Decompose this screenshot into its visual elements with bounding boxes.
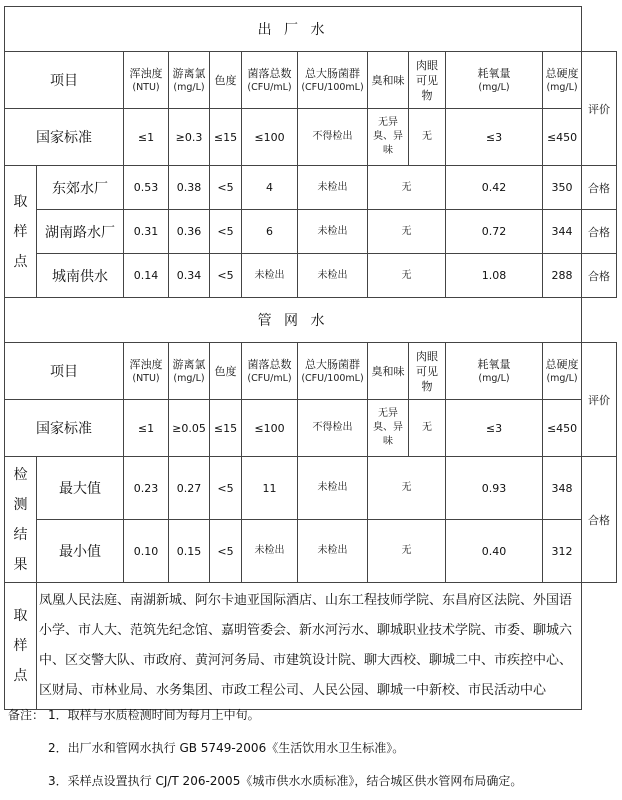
standard-value: ≤1 [124, 400, 169, 457]
cell-value: 1.08 [446, 254, 543, 298]
col-header: 肉眼可见物 [409, 343, 446, 400]
eval-header: 评价 [582, 52, 617, 166]
cell-value: 288 [543, 254, 582, 298]
standard-value: ≤3 [446, 109, 543, 166]
col-header: 总大肠菌群 (CFU/100mL) [298, 52, 368, 109]
cell-value: 344 [543, 210, 582, 254]
table-row [5, 520, 617, 583]
cell-value: 11 [242, 457, 298, 520]
standard-value: 无 [409, 400, 446, 457]
cell-value: 0.36 [169, 210, 210, 254]
cell-value: <5 [210, 457, 242, 520]
notes-prefix: 备注： [8, 708, 45, 722]
network-section-title: 管 网 水 [5, 298, 582, 343]
col-header: 菌落总数 (CFU/mL) [242, 52, 298, 109]
col-header: 耗氧量 (mg/L) [446, 52, 543, 109]
cell-value: 无 [368, 210, 446, 254]
eval-header: 评价 [582, 343, 617, 457]
factory-section-title: 出 厂 水 [5, 7, 582, 52]
sampling-sites-side-label: 取 样 点 [5, 583, 37, 710]
cell-value: 未检出 [298, 210, 368, 254]
eval-value: 合格 [582, 457, 617, 583]
col-header: 游离氯 (mg/L) [169, 343, 210, 400]
cell-value: 4 [242, 166, 298, 210]
cell-value: 0.27 [169, 457, 210, 520]
detection-result-side-label: 检 测 结 果 [5, 457, 37, 583]
cell-value: 0.93 [446, 457, 543, 520]
item-header: 项目 [5, 343, 124, 400]
table-row [5, 457, 617, 520]
cell-value: 未检出 [298, 166, 368, 210]
cell-value: 348 [543, 457, 582, 520]
col-header: 菌落总数 (CFU/mL) [242, 343, 298, 400]
factory-header-row [5, 52, 617, 109]
row-name: 城南供水 [37, 254, 124, 298]
cell-value: 6 [242, 210, 298, 254]
col-header: 总硬度 (mg/L) [543, 52, 582, 109]
standard-value: ≤450 [543, 109, 582, 166]
col-header: 总硬度 (mg/L) [543, 343, 582, 400]
cell-value: 无 [368, 254, 446, 298]
eval-value: 合格 [582, 166, 617, 210]
cell-value: 0.53 [124, 166, 169, 210]
row-name: 最小值 [37, 520, 124, 583]
table-row [5, 254, 617, 298]
standard-value: 无 [409, 109, 446, 166]
col-header: 色度 [210, 343, 242, 400]
row-name: 湖南路水厂 [37, 210, 124, 254]
cell-value: 无 [368, 457, 446, 520]
row-name: 东郊水厂 [37, 166, 124, 210]
standard-label: 国家标准 [5, 109, 124, 166]
standard-value: 无异臭、异味 [368, 109, 409, 166]
sampling-sites-list: 凤凰人民法庭、南湖新城、阿尔卡迪亚国际酒店、山东工程技师学院、东昌府区法院、外国语小学、市人大、范筑先纪念馆、嘉明管委会、新水河污水、聊城职业技术学院、市委、聊城六中、区交警大队、市政府、黄河河务局、市建筑设计院、聊大西校、聊城二中、市疾控中心、区财局、市林业局、水务集团、市政工程公司、人民公园、聊城一中新校、市民活动中心 [37, 583, 582, 710]
cell-value: <5 [210, 210, 242, 254]
cell-value: 无 [368, 166, 446, 210]
col-header: 游离氯 (mg/L) [169, 52, 210, 109]
col-header: 浑浊度 (NTU) [124, 343, 169, 400]
standard-value: ≤100 [242, 400, 298, 457]
cell-value: 0.14 [124, 254, 169, 298]
note-item: 3．采样点设置执行 CJ/T 206-2005《城市供水水质标准》，结合城区供水管网布局确定。 [48, 774, 523, 788]
network-header-row [5, 343, 617, 400]
cell-value: 未检出 [298, 254, 368, 298]
table-row [5, 210, 617, 254]
eval-value: 合格 [582, 254, 617, 298]
standard-value: ≤450 [543, 400, 582, 457]
cell-value: <5 [210, 166, 242, 210]
col-header: 肉眼可见物 [409, 52, 446, 109]
standard-value: ≤3 [446, 400, 543, 457]
col-header: 色度 [210, 52, 242, 109]
row-name: 最大值 [37, 457, 124, 520]
col-header: 臭和味 [368, 343, 409, 400]
cell-value: <5 [210, 254, 242, 298]
sampling-point-side-label: 取 样 点 [5, 166, 37, 298]
note-item: 2．出厂水和管网水执行 GB 5749-2006《生活饮用水卫生标准》。 [48, 741, 405, 755]
col-header: 总大肠菌群 (CFU/100mL) [298, 343, 368, 400]
standard-value: ≤15 [210, 400, 242, 457]
water-quality-table [4, 6, 617, 710]
item-header: 项目 [5, 52, 124, 109]
cell-value: 0.38 [169, 166, 210, 210]
cell-value: 未检出 [298, 457, 368, 520]
cell-value: 0.31 [124, 210, 169, 254]
standard-value: 不得检出 [298, 109, 368, 166]
cell-value: 350 [543, 166, 582, 210]
standard-value: ≤15 [210, 109, 242, 166]
cell-value: 0.10 [124, 520, 169, 583]
standard-value: 无异臭、异味 [368, 400, 409, 457]
network-standard-row [5, 400, 617, 457]
sampling-sites-row [5, 583, 617, 710]
col-header: 浑浊度 (NTU) [124, 52, 169, 109]
standard-value: ≥0.05 [169, 400, 210, 457]
eval-value: 合格 [582, 210, 617, 254]
standard-value: ≤100 [242, 109, 298, 166]
cell-value: 0.23 [124, 457, 169, 520]
cell-value: 0.42 [446, 166, 543, 210]
standard-value: 不得检出 [298, 400, 368, 457]
cell-value: 312 [543, 520, 582, 583]
cell-value: 未检出 [242, 520, 298, 583]
cell-value: 0.72 [446, 210, 543, 254]
standard-value: ≥0.3 [169, 109, 210, 166]
table-row [5, 166, 617, 210]
cell-value: 未检出 [298, 520, 368, 583]
cell-value: 0.34 [169, 254, 210, 298]
standard-value: ≤1 [124, 109, 169, 166]
factory-standard-row [5, 109, 617, 166]
standard-label: 国家标准 [5, 400, 124, 457]
col-header: 耗氧量 (mg/L) [446, 343, 543, 400]
cell-value: 0.15 [169, 520, 210, 583]
col-header: 臭和味 [368, 52, 409, 109]
cell-value: 未检出 [242, 254, 298, 298]
note-item: 1．取样与水质检测时间为每月上中旬。 [48, 708, 260, 722]
cell-value: 0.40 [446, 520, 543, 583]
cell-value: <5 [210, 520, 242, 583]
cell-value: 无 [368, 520, 446, 583]
